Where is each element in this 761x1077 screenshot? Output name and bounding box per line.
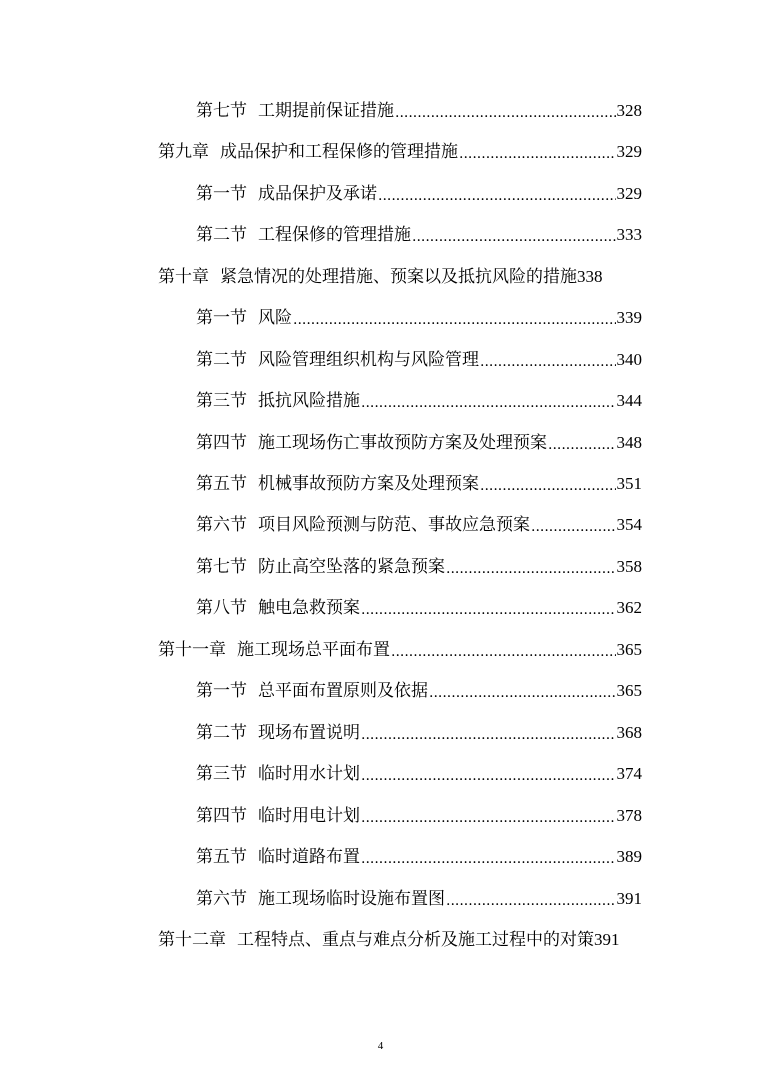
dot-leader xyxy=(361,767,616,785)
toc-entry[interactable] xyxy=(196,386,642,412)
toc-entry[interactable] xyxy=(158,635,642,661)
toc-entry-page: 358 xyxy=(616,557,642,576)
toc-entry-number: 第四节 xyxy=(196,433,247,453)
dot-leader xyxy=(446,892,616,910)
toc-entry-title: 总平面布置原则及依据 xyxy=(258,681,428,701)
toc-entry-title: 工程特点、重点与难点分析及施工过程中的对策 xyxy=(237,930,594,950)
toc-entry-title: 风险管理组织机构与风险管理 xyxy=(258,350,479,370)
toc-entry-title: 临时道路布置 xyxy=(258,847,360,867)
toc-entry-title: 施工现场临时设施布置图 xyxy=(258,889,445,909)
dot-leader xyxy=(446,560,616,578)
dot-leader xyxy=(361,394,616,412)
toc-entry[interactable] xyxy=(196,510,642,536)
toc-entry-number: 第一节 xyxy=(196,681,247,701)
toc-entry-page: 348 xyxy=(616,433,642,452)
toc-entry-page: 362 xyxy=(616,598,642,617)
dot-leader xyxy=(361,850,616,868)
toc-entry-number: 第二节 xyxy=(196,225,247,245)
toc-entry-page: 365 xyxy=(616,640,642,659)
toc-entry-title: 工程保修的管理措施 xyxy=(258,225,411,245)
toc-entry[interactable] xyxy=(196,428,642,454)
toc-entry-page: 351 xyxy=(616,474,642,493)
toc-entry-number: 第四节 xyxy=(196,806,247,826)
toc-entry[interactable] xyxy=(158,262,642,288)
toc-entry[interactable] xyxy=(196,96,642,122)
toc-entry-page: 365 xyxy=(616,681,642,700)
toc-entry-number: 第七节 xyxy=(196,101,247,121)
toc-entry-page: 378 xyxy=(616,806,642,825)
toc-entry-title: 成品保护和工程保修的管理措施 xyxy=(220,142,458,162)
toc-entry-number: 第十二章 xyxy=(158,930,226,950)
dot-leader xyxy=(293,311,616,329)
toc-entry-number: 第五节 xyxy=(196,474,247,494)
toc-entry[interactable] xyxy=(196,718,642,744)
toc-entry-page: 338 xyxy=(577,267,603,286)
toc-entry[interactable] xyxy=(196,842,642,868)
toc-entry-number: 第三节 xyxy=(196,391,247,411)
dot-leader xyxy=(459,145,616,163)
toc-entry-number: 第九章 xyxy=(158,142,209,162)
toc-entry[interactable] xyxy=(196,676,642,702)
toc-entry-title: 现场布置说明 xyxy=(258,723,360,743)
toc-entry-page: 374 xyxy=(616,764,642,783)
toc-entry-number: 第十章 xyxy=(158,267,209,287)
toc-entry-page: 368 xyxy=(616,723,642,742)
toc-entry[interactable] xyxy=(196,345,642,371)
toc-entry-page: 389 xyxy=(616,847,642,866)
dot-leader xyxy=(412,228,616,246)
toc-entry-page: 339 xyxy=(616,308,642,327)
toc-entry-number: 第六节 xyxy=(196,515,247,535)
toc-entry-page: 329 xyxy=(616,142,642,161)
toc-entry[interactable] xyxy=(158,137,642,163)
toc-entry-title: 风险 xyxy=(258,308,292,328)
toc-entry-title: 紧急情况的处理措施、预案以及抵抗风险的措施 xyxy=(220,267,577,287)
toc-entry-number: 第八节 xyxy=(196,598,247,618)
toc-entry[interactable] xyxy=(196,884,642,910)
toc-entry-page: 354 xyxy=(616,515,642,534)
toc-entry-number: 第一节 xyxy=(196,184,247,204)
dot-leader xyxy=(361,601,616,619)
dot-leader xyxy=(531,518,616,536)
dot-leader xyxy=(378,187,616,205)
toc-entry-title: 工期提前保证措施 xyxy=(258,101,394,121)
toc-entry-number: 第二节 xyxy=(196,350,247,370)
dot-leader xyxy=(548,436,616,454)
toc-entry-title: 抵抗风险措施 xyxy=(258,391,360,411)
toc-entry-title: 机械事故预防方案及处理预案 xyxy=(258,474,479,494)
toc-entry-number: 第六节 xyxy=(196,889,247,909)
dot-leader xyxy=(429,684,616,702)
dot-leader xyxy=(391,643,616,661)
toc-entry[interactable] xyxy=(196,220,642,246)
toc-entry-number: 第七节 xyxy=(196,557,247,577)
dot-leader xyxy=(395,104,616,122)
dot-leader xyxy=(480,477,616,495)
toc-entry[interactable] xyxy=(158,925,642,951)
toc-entry[interactable] xyxy=(196,303,642,329)
toc-entry[interactable] xyxy=(196,759,642,785)
toc-entry[interactable] xyxy=(196,469,642,495)
toc-entry-number: 第十一章 xyxy=(158,640,226,660)
toc-entry[interactable] xyxy=(196,593,642,619)
toc-entry-title: 施工现场总平面布置 xyxy=(237,640,390,660)
toc-entry[interactable] xyxy=(196,552,642,578)
toc-entry-title: 临时用水计划 xyxy=(258,764,360,784)
toc-entry-title: 施工现场伤亡事故预防方案及处理预案 xyxy=(258,433,547,453)
toc-entry-title: 临时用电计划 xyxy=(258,806,360,826)
toc-entry-title: 触电急救预案 xyxy=(258,598,360,618)
toc-entry-page: 333 xyxy=(616,225,642,244)
toc-entry-page: 344 xyxy=(616,391,642,410)
toc-entry-number: 第三节 xyxy=(196,764,247,784)
dot-leader xyxy=(480,353,616,371)
toc-entry[interactable] xyxy=(196,801,642,827)
toc-entry-title: 项目风险预测与防范、事故应急预案 xyxy=(258,515,530,535)
toc-entry-page: 391 xyxy=(616,889,642,908)
toc-entry-page: 328 xyxy=(616,101,642,120)
page-number: 4 xyxy=(377,1040,384,1052)
toc-entry-number: 第一节 xyxy=(196,308,247,328)
toc-entry-number: 第五节 xyxy=(196,847,247,867)
toc-entry-page: 391 xyxy=(594,930,620,949)
dot-leader xyxy=(361,809,616,827)
dot-leader xyxy=(361,726,616,744)
toc-entry-number: 第二节 xyxy=(196,723,247,743)
toc-entry-page: 340 xyxy=(616,350,642,369)
toc-entry-title: 防止高空坠落的紧急预案 xyxy=(258,557,445,577)
toc-entry-page: 329 xyxy=(616,184,642,203)
toc-entry[interactable] xyxy=(196,179,642,205)
toc-entry-title: 成品保护及承诺 xyxy=(258,184,377,204)
